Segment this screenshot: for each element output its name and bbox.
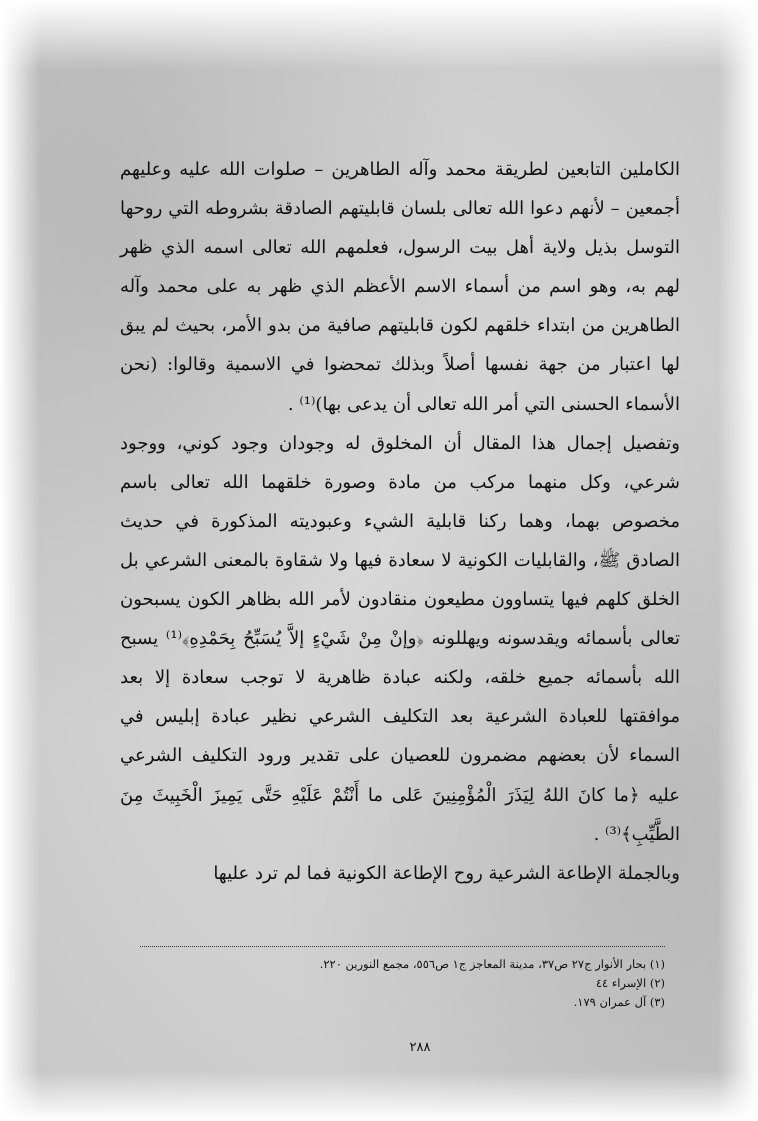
footnote: (٢) الإسراء ٤٤ bbox=[595, 976, 665, 990]
paragraph: وتفصيل إجمال هذا المقال أن المخلوق له وجودان وجود كوني، ووجود شرعي، وكل منهما مركب من مادة وصورة خلقهما الله تعالى باسم مخصوص بهما، وهما ركنا قابلية الشيء وعبوديته المذكورة في حديث الصادق ﷺ، والقابليات الكونية لا سعادة فيها ولا شقاوة بالمعنى الشرعي بل الخلق كلهم فيها يتساوون مطيعون منقادون لأمر الله بظاهر الكون يسبحون تعالى بأسمائه ويقدسونه ويهللونه ﴿وإنْ مِنْ شَيْءٍ إلاَّ يُسَبِّحُ بِحَمْدِهِ﴾⁽¹⁾ يسبح الله بأسمائه جميع خلقه، ولكنه عبادة ظاهرية لا توجب سعادة إلا بعد موافقتها للعبادة الشرعية بعد التكليف الشرعي نظير عبادة إبليس في السماء لأن بعضهم مضمرون للعصيان على تقدير ورود التكليف الشرعي عليه ﴿ما كانَ اللهُ لِيَذَرَ الْمُؤْمِنِينَ عَلى ما أَنْتُمْ عَلَيْهِ حَتَّى يَمِيزَ الْخَبِيثَ مِنَ الطَّيِّبِ﴾⁽³⁾ . bbox=[120, 432, 680, 845]
footnotes bbox=[160, 955, 665, 1012]
footnote: (١) بحار الأنوار ج٢٧ ص٣٧، مدينة المعاجز ج١ ص٥٥٦، مجمع النورين ٢٢٠. bbox=[319, 957, 665, 971]
body-text bbox=[120, 150, 680, 893]
footnote-divider bbox=[140, 946, 665, 947]
footnote: (٣) آل عمران ١٧٩. bbox=[573, 995, 665, 1009]
paragraph: الكاملين التابعين لطريقة محمد وآله الطاهرين – صلوات الله عليه وعليهم أجمعين – لأنهم دعوا الله تعالى بلسان قابليتهم الصادقة بشروطه التي روحها التوسل بذيل ولاية أهل بيت الرسول، فعلمهم الله تعالى اسمه الذي ظهر لهم به، وهو اسم من أسماء الاسم الأعظم الذي ظهر به على محمد وآله الطاهرين من ابتداء خلقهم لكون قابليتهم صافية من بدو الأمر، بحيث لم يبق لها اعتبار من جهة نفسها أصلاً وبذلك تمحضوا في الاسمية وقالوا: (نحن الأسماء الحسنى التي أمر الله تعالى أن يدعى بها)⁽¹⁾ . bbox=[120, 159, 680, 415]
paragraph: وبالجملة الإطاعة الشرعية روح الإطاعة الكونية فما لم ترد عليها bbox=[213, 862, 680, 884]
page-number: ٢٨٨ bbox=[409, 1040, 431, 1055]
